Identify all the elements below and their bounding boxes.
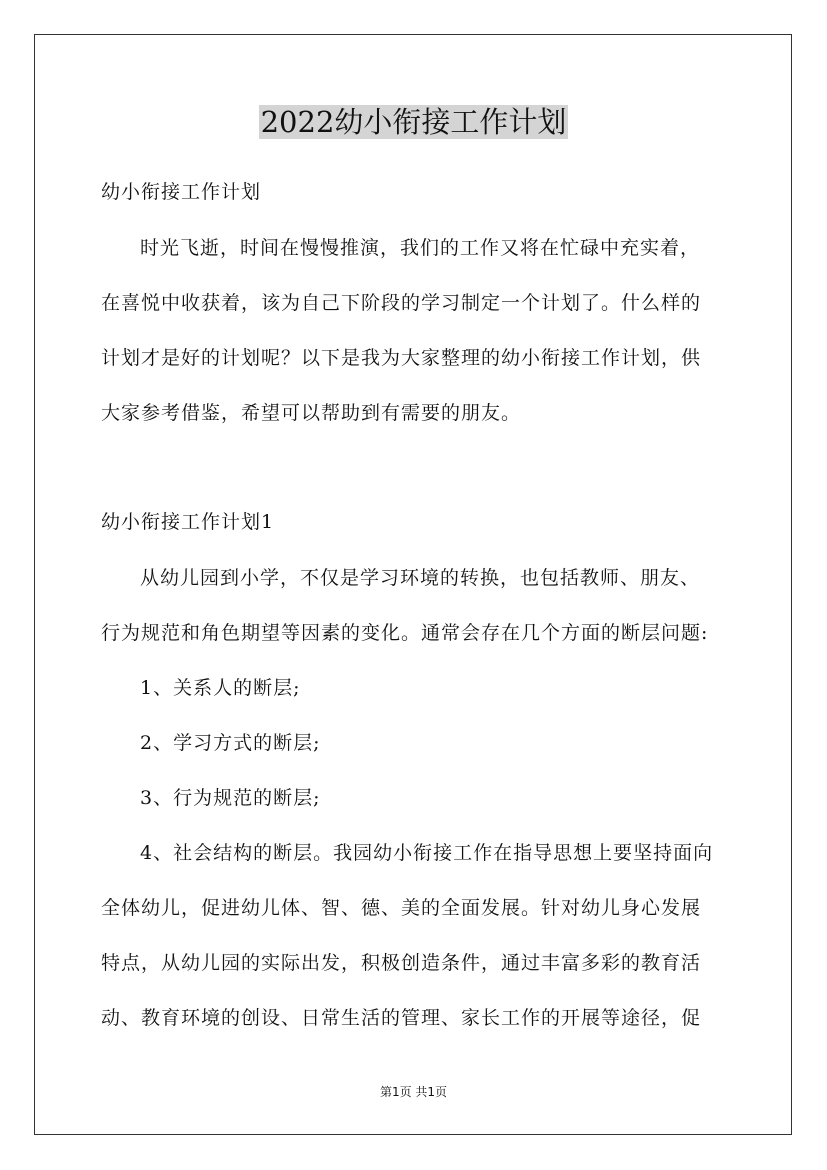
paragraph-line: 在喜悦中收获着，该为自己下阶段的学习制定一个计划了。什么样的 bbox=[101, 292, 702, 314]
paragraph-line: 行为规范和角色期望等因素的变化。通常会存在几个方面的断层问题: bbox=[101, 622, 709, 644]
document-title-text: 2022幼小衔接工作计划 bbox=[260, 105, 567, 139]
list-item: 3、行为规范的断层; bbox=[140, 787, 321, 809]
paragraph-line: 计划才是好的计划呢？以下是我为大家整理的幼小衔接工作计划，供 bbox=[101, 347, 702, 369]
paragraph-line: 动、教育环境的创设、日常生活的管理、家长工作的开展等途径，促 bbox=[101, 1007, 702, 1029]
paragraph-line: 时光飞逝，时间在慢慢推演，我们的工作又将在忙碌中充实着， bbox=[140, 237, 701, 259]
list-item: 2、学习方式的断层; bbox=[140, 732, 321, 754]
list-item: 1、关系人的断层; bbox=[140, 677, 301, 699]
paragraph-line: 4、社会结构的断层。我园幼小衔接工作在指导思想上要坚持面向 bbox=[140, 842, 714, 864]
paragraph-line: 特点，从幼儿园的实际出发，积极创造条件，通过丰富多彩的教育活 bbox=[101, 952, 702, 974]
paragraph-line: 从幼儿园到小学，不仅是学习环境的转换，也包括教师、朋友、 bbox=[140, 567, 701, 589]
paragraph-line: 大家参考借鉴，希望可以帮助到有需要的朋友。 bbox=[101, 402, 522, 424]
paragraph-line: 全体幼儿，促进幼儿体、智、德、美的全面发展。针对幼儿身心发展 bbox=[101, 897, 702, 919]
document-title bbox=[0, 100, 827, 144]
section-heading: 幼小衔接工作计划 bbox=[101, 181, 262, 203]
section-heading: 幼小衔接工作计划1 bbox=[101, 511, 275, 533]
page-footer: 第1页 共1页 bbox=[379, 1085, 448, 1099]
